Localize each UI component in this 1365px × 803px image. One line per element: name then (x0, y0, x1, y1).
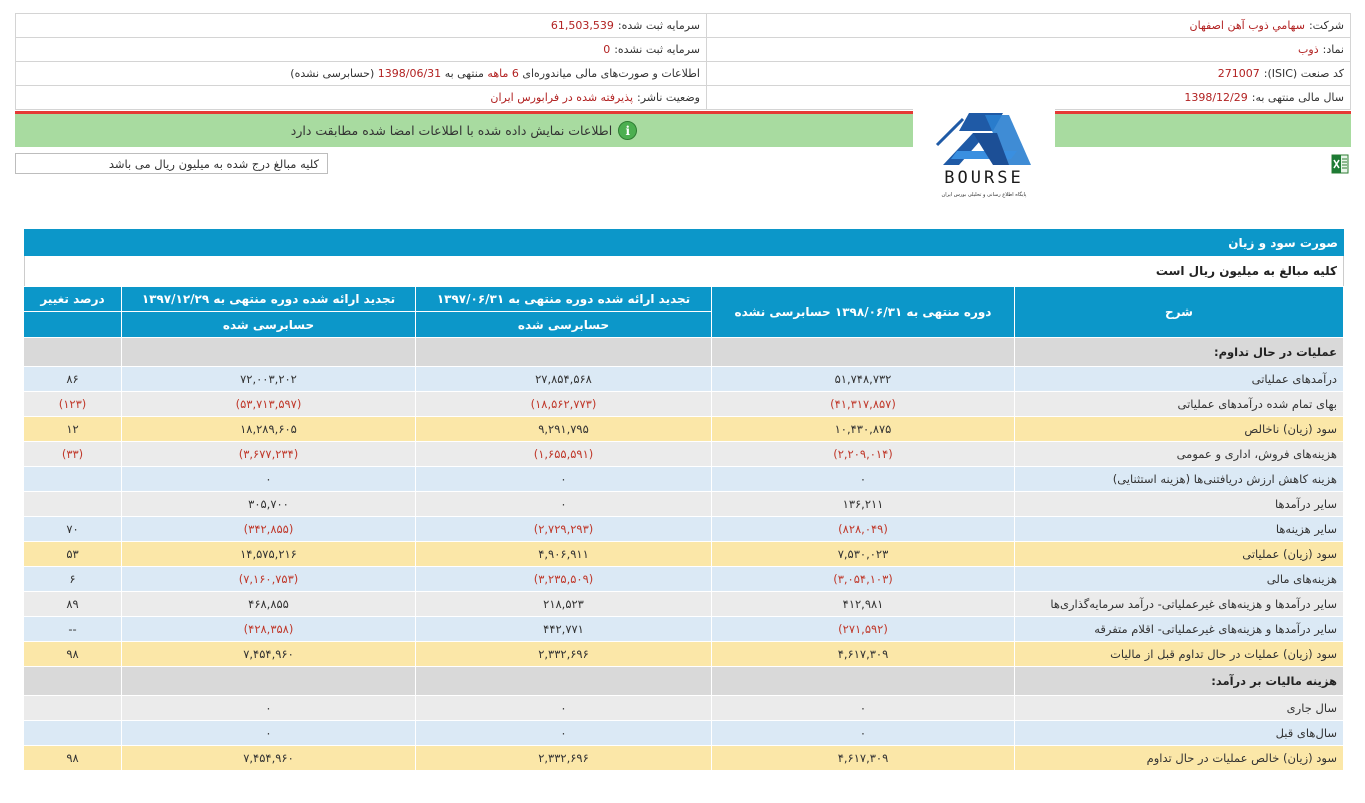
fiscal-year-label: سال مالی منتهی به: (1251, 91, 1344, 104)
row-change-percent: ۸۹ (24, 592, 122, 617)
row-value-1397-12: ۳۰۵,۷۰۰ (122, 492, 416, 517)
info-row-fiscal (16, 86, 1350, 110)
row-desc: درآمدهای عملیاتی (1015, 367, 1344, 392)
row-desc: سایر درآمدها و هزینه‌های غیرعملیاتی- اقلام متفرقه (1015, 617, 1344, 642)
table-row (24, 721, 1344, 746)
header-col2-sub: حسابرسی شده (416, 312, 712, 338)
row-change-percent: -- (24, 617, 122, 642)
row-value-1397-06: ۴۴۲,۷۷۱ (416, 617, 712, 642)
row-change-percent (24, 721, 122, 746)
table-row (24, 696, 1344, 721)
row-value-1397-12: ۰ (122, 721, 416, 746)
symbol-label: نماد: (1322, 43, 1344, 56)
row-desc: هزینه مالیات بر درآمد: (1015, 667, 1344, 696)
company-label: شرکت: (1308, 19, 1344, 32)
row-value-1397-12 (122, 667, 416, 696)
info-row-company (16, 14, 1350, 38)
row-desc: عملیات در حال تداوم: (1015, 338, 1344, 367)
row-desc: سایر درآمدها و هزینه‌های غیرعملیاتی- درآمد سرمایه‌گذاری‌ها (1015, 592, 1344, 617)
row-value-1397-12: ۱۴,۵۷۵,۲۱۶ (122, 542, 416, 567)
table-row (24, 492, 1344, 517)
symbol-cell (706, 38, 1350, 61)
publisher-status-value: پذیرفته شده در فرابورس ایران (490, 91, 634, 104)
row-value-1397-12 (122, 338, 416, 367)
row-change-percent (24, 696, 122, 721)
table-row (24, 667, 1344, 696)
row-desc: سود (زیان) عملیات در حال تداوم قبل از مالیات (1015, 642, 1344, 667)
row-change-percent: ۸۶ (24, 367, 122, 392)
row-value-1397-12: ۷,۴۵۴,۹۶۰ (122, 746, 416, 771)
row-change-percent: ۹۸ (24, 642, 122, 667)
isic-label: کد صنعت (ISIC): (1263, 67, 1344, 80)
row-change-percent (24, 667, 122, 696)
units-note-text: کلیه مبالغ درج شده به میلیون ریال می باشد (108, 156, 319, 171)
table-row (24, 567, 1344, 592)
row-value-1398-06: ۴,۶۱۷,۳۰۹ (712, 746, 1015, 771)
units-note-box (15, 153, 328, 174)
row-value-1397-12: ۱۸,۲۸۹,۶۰۵ (122, 417, 416, 442)
bourse24-logo (913, 93, 1055, 203)
header-col3: تجدید ارائه شده دوره منتهی به ۱۳۹۷/۱۲/۲۹ (122, 287, 416, 312)
row-value-1397-06: ۲,۳۳۲,۶۹۶ (416, 642, 712, 667)
row-value-1397-06: (۲,۷۲۹,۲۹۳) (416, 517, 712, 542)
registered-capital-label: سرمایه ثبت شده: (617, 19, 700, 32)
notice-text: اطلاعات نمایش داده شده با اطلاعات امضا شده مطابقت دارد (290, 123, 613, 138)
row-desc: سود (زیان) ناخالص (1015, 417, 1344, 442)
row-value-1398-06: (۲,۲۰۹,۰۱۴) (712, 442, 1015, 467)
row-desc: سایر درآمدها (1015, 492, 1344, 517)
row-value-1397-12: (۳,۶۷۷,۲۳۴) (122, 442, 416, 467)
row-desc: سال‌های قبل (1015, 721, 1344, 746)
row-value-1398-06: (۲۷۱,۵۹۲) (712, 617, 1015, 642)
table-row (24, 542, 1344, 567)
table-row (24, 642, 1344, 667)
row-value-1397-06: (۱,۶۵۵,۵۹۱) (416, 442, 712, 467)
statement-subtitle: کلیه مبالغ به میلیون ریال است (24, 256, 1344, 286)
row-value-1398-06: ۷,۵۳۰,۰۲۳ (712, 542, 1015, 567)
income-statement (24, 229, 1344, 771)
row-value-1397-12: (۴۲۸,۳۵۸) (122, 617, 416, 642)
row-value-1397-06 (416, 338, 712, 367)
company-value[interactable]: سهامي ذوب آهن اصفهان (1189, 19, 1305, 32)
row-desc: هزینه‌های فروش، اداری و عمومی (1015, 442, 1344, 467)
table-row (24, 467, 1344, 492)
row-value-1397-12: ۰ (122, 467, 416, 492)
isic-value: 271007 (1217, 67, 1260, 80)
row-value-1398-06: (۸۲۸,۰۴۹) (712, 517, 1015, 542)
publisher-status-label: وضعیت ناشر: (637, 91, 700, 104)
isic-cell (706, 62, 1350, 85)
unregistered-capital-cell (16, 38, 706, 61)
info-row-isic (16, 62, 1350, 86)
row-value-1397-12: (۳۴۲,۸۵۵) (122, 517, 416, 542)
table-row (24, 746, 1344, 771)
table-row (24, 417, 1344, 442)
row-value-1397-12: (۷,۱۶۰,۷۵۳) (122, 567, 416, 592)
row-desc: هزینه کاهش ارزش دریافتنی‌ها (هزینه استثنایی) (1015, 467, 1344, 492)
row-value-1398-06: (۳,۰۵۴,۱۰۳) (712, 567, 1015, 592)
row-value-1397-06: ۹,۲۹۱,۷۹۵ (416, 417, 712, 442)
table-row (24, 617, 1344, 642)
row-value-1398-06: (۴۱,۳۱۷,۸۵۷) (712, 392, 1015, 417)
info-row-symbol (16, 38, 1350, 62)
row-value-1398-06: ۱۰,۴۳۰,۸۷۵ (712, 417, 1015, 442)
excel-export-icon[interactable] (1331, 154, 1349, 174)
row-value-1397-06: ۰ (416, 721, 712, 746)
row-value-1397-06: ۲,۳۳۲,۶۹۶ (416, 746, 712, 771)
header-col1: دوره منتهی به ۱۳۹۸/۰۶/۳۱ حسابرسی نشده (712, 287, 1015, 338)
row-value-1398-06 (712, 667, 1015, 696)
row-value-1397-06: (۱۸,۵۶۲,۷۷۳) (416, 392, 712, 417)
verification-notice (15, 114, 913, 147)
row-desc: سود (زیان) عملیاتی (1015, 542, 1344, 567)
row-change-percent: ۶ (24, 567, 122, 592)
row-value-1397-12: (۵۳,۷۱۳,۵۹۷) (122, 392, 416, 417)
row-value-1397-06: (۳,۲۳۵,۵۰۹) (416, 567, 712, 592)
row-change-percent: (۱۲۳) (24, 392, 122, 417)
report-desc-prefix: اطلاعات و صورت‌های مالی میاندوره‌ای (522, 67, 700, 80)
row-value-1397-06: ۴,۹۰۶,۹۱۱ (416, 542, 712, 567)
header-col3-sub: حسابرسی شده (122, 312, 416, 338)
table-row (24, 517, 1344, 542)
report-desc-cell (16, 62, 706, 85)
row-value-1397-06: ۲۷,۸۵۴,۵۶۸ (416, 367, 712, 392)
company-info-table (15, 13, 1351, 110)
report-period: 6 ماهه (487, 67, 519, 80)
row-value-1398-06: ۴,۶۱۷,۳۰۹ (712, 642, 1015, 667)
header-desc: شرح (1015, 287, 1344, 338)
row-change-percent: ۹۸ (24, 746, 122, 771)
row-change-percent (24, 467, 122, 492)
row-desc: هزینه‌های مالی (1015, 567, 1344, 592)
income-statement-table (23, 286, 1344, 771)
unregistered-capital-label: سرمایه ثبت نشده: (614, 43, 700, 56)
header-col4-sub (24, 312, 122, 338)
header-col2: تجدید ارائه شده دوره منتهی به ۱۳۹۷/۰۶/۳۱ (416, 287, 712, 312)
row-value-1397-06: ۰ (416, 467, 712, 492)
report-date: 1398/06/31 (377, 67, 442, 80)
logo-wordmark: BOURSE (944, 168, 1024, 188)
info-icon: i (618, 121, 637, 140)
row-change-percent: (۳۳) (24, 442, 122, 467)
row-change-percent: ۱۲ (24, 417, 122, 442)
bourse24-logo-graphic (913, 93, 1055, 203)
notice-bar-right (1055, 114, 1351, 147)
row-desc: سال جاری (1015, 696, 1344, 721)
row-desc: سود (زیان) خالص عملیات در حال تداوم (1015, 746, 1344, 771)
table-row (24, 592, 1344, 617)
symbol-value[interactable]: ذوب (1298, 43, 1319, 56)
registered-capital-cell (16, 14, 706, 37)
row-desc: سایر هزینه‌ها (1015, 517, 1344, 542)
table-row (24, 392, 1344, 417)
report-desc-mid: منتهی به (444, 67, 484, 80)
publisher-status-cell (16, 86, 706, 109)
row-change-percent (24, 492, 122, 517)
table-row (24, 367, 1344, 392)
fiscal-year-value: 1398/12/29 (1184, 91, 1248, 104)
row-value-1397-06: ۰ (416, 696, 712, 721)
unregistered-capital-value: 0 (603, 43, 611, 56)
row-value-1398-06: ۱۳۶,۲۱۱ (712, 492, 1015, 517)
registered-capital-value: 61,503,539 (550, 19, 614, 32)
row-value-1397-12: ۷۲,۰۰۳,۲۰۲ (122, 367, 416, 392)
row-value-1397-06: ۰ (416, 492, 712, 517)
row-value-1398-06: ۰ (712, 467, 1015, 492)
table-body (24, 338, 1344, 771)
statement-title: صورت سود و زیان (24, 229, 1344, 256)
row-value-1398-06: ۴۱۲,۹۸۱ (712, 592, 1015, 617)
report-status: (حسابرسی نشده) (290, 67, 375, 80)
row-change-percent (24, 338, 122, 367)
row-change-percent: ۵۳ (24, 542, 122, 567)
row-value-1398-06 (712, 338, 1015, 367)
row-value-1397-12: ۴۶۸,۸۵۵ (122, 592, 416, 617)
row-value-1398-06: ۰ (712, 696, 1015, 721)
company-cell (706, 14, 1350, 37)
row-value-1397-06 (416, 667, 712, 696)
row-value-1397-12: ۰ (122, 696, 416, 721)
table-row (24, 442, 1344, 467)
row-value-1397-12: ۷,۴۵۴,۹۶۰ (122, 642, 416, 667)
row-value-1398-06: ۵۱,۷۴۸,۷۳۲ (712, 367, 1015, 392)
row-value-1398-06: ۰ (712, 721, 1015, 746)
header-col4: درصد تغییر (24, 287, 122, 312)
row-value-1397-06: ۲۱۸,۵۲۳ (416, 592, 712, 617)
logo-tagline: پایگاه اطلاع رسانی و تحلیلی بورس ایران (941, 192, 1027, 198)
row-change-percent: ۷۰ (24, 517, 122, 542)
row-desc: بهای تمام شده درآمدهای عملیاتی (1015, 392, 1344, 417)
table-row (24, 338, 1344, 367)
